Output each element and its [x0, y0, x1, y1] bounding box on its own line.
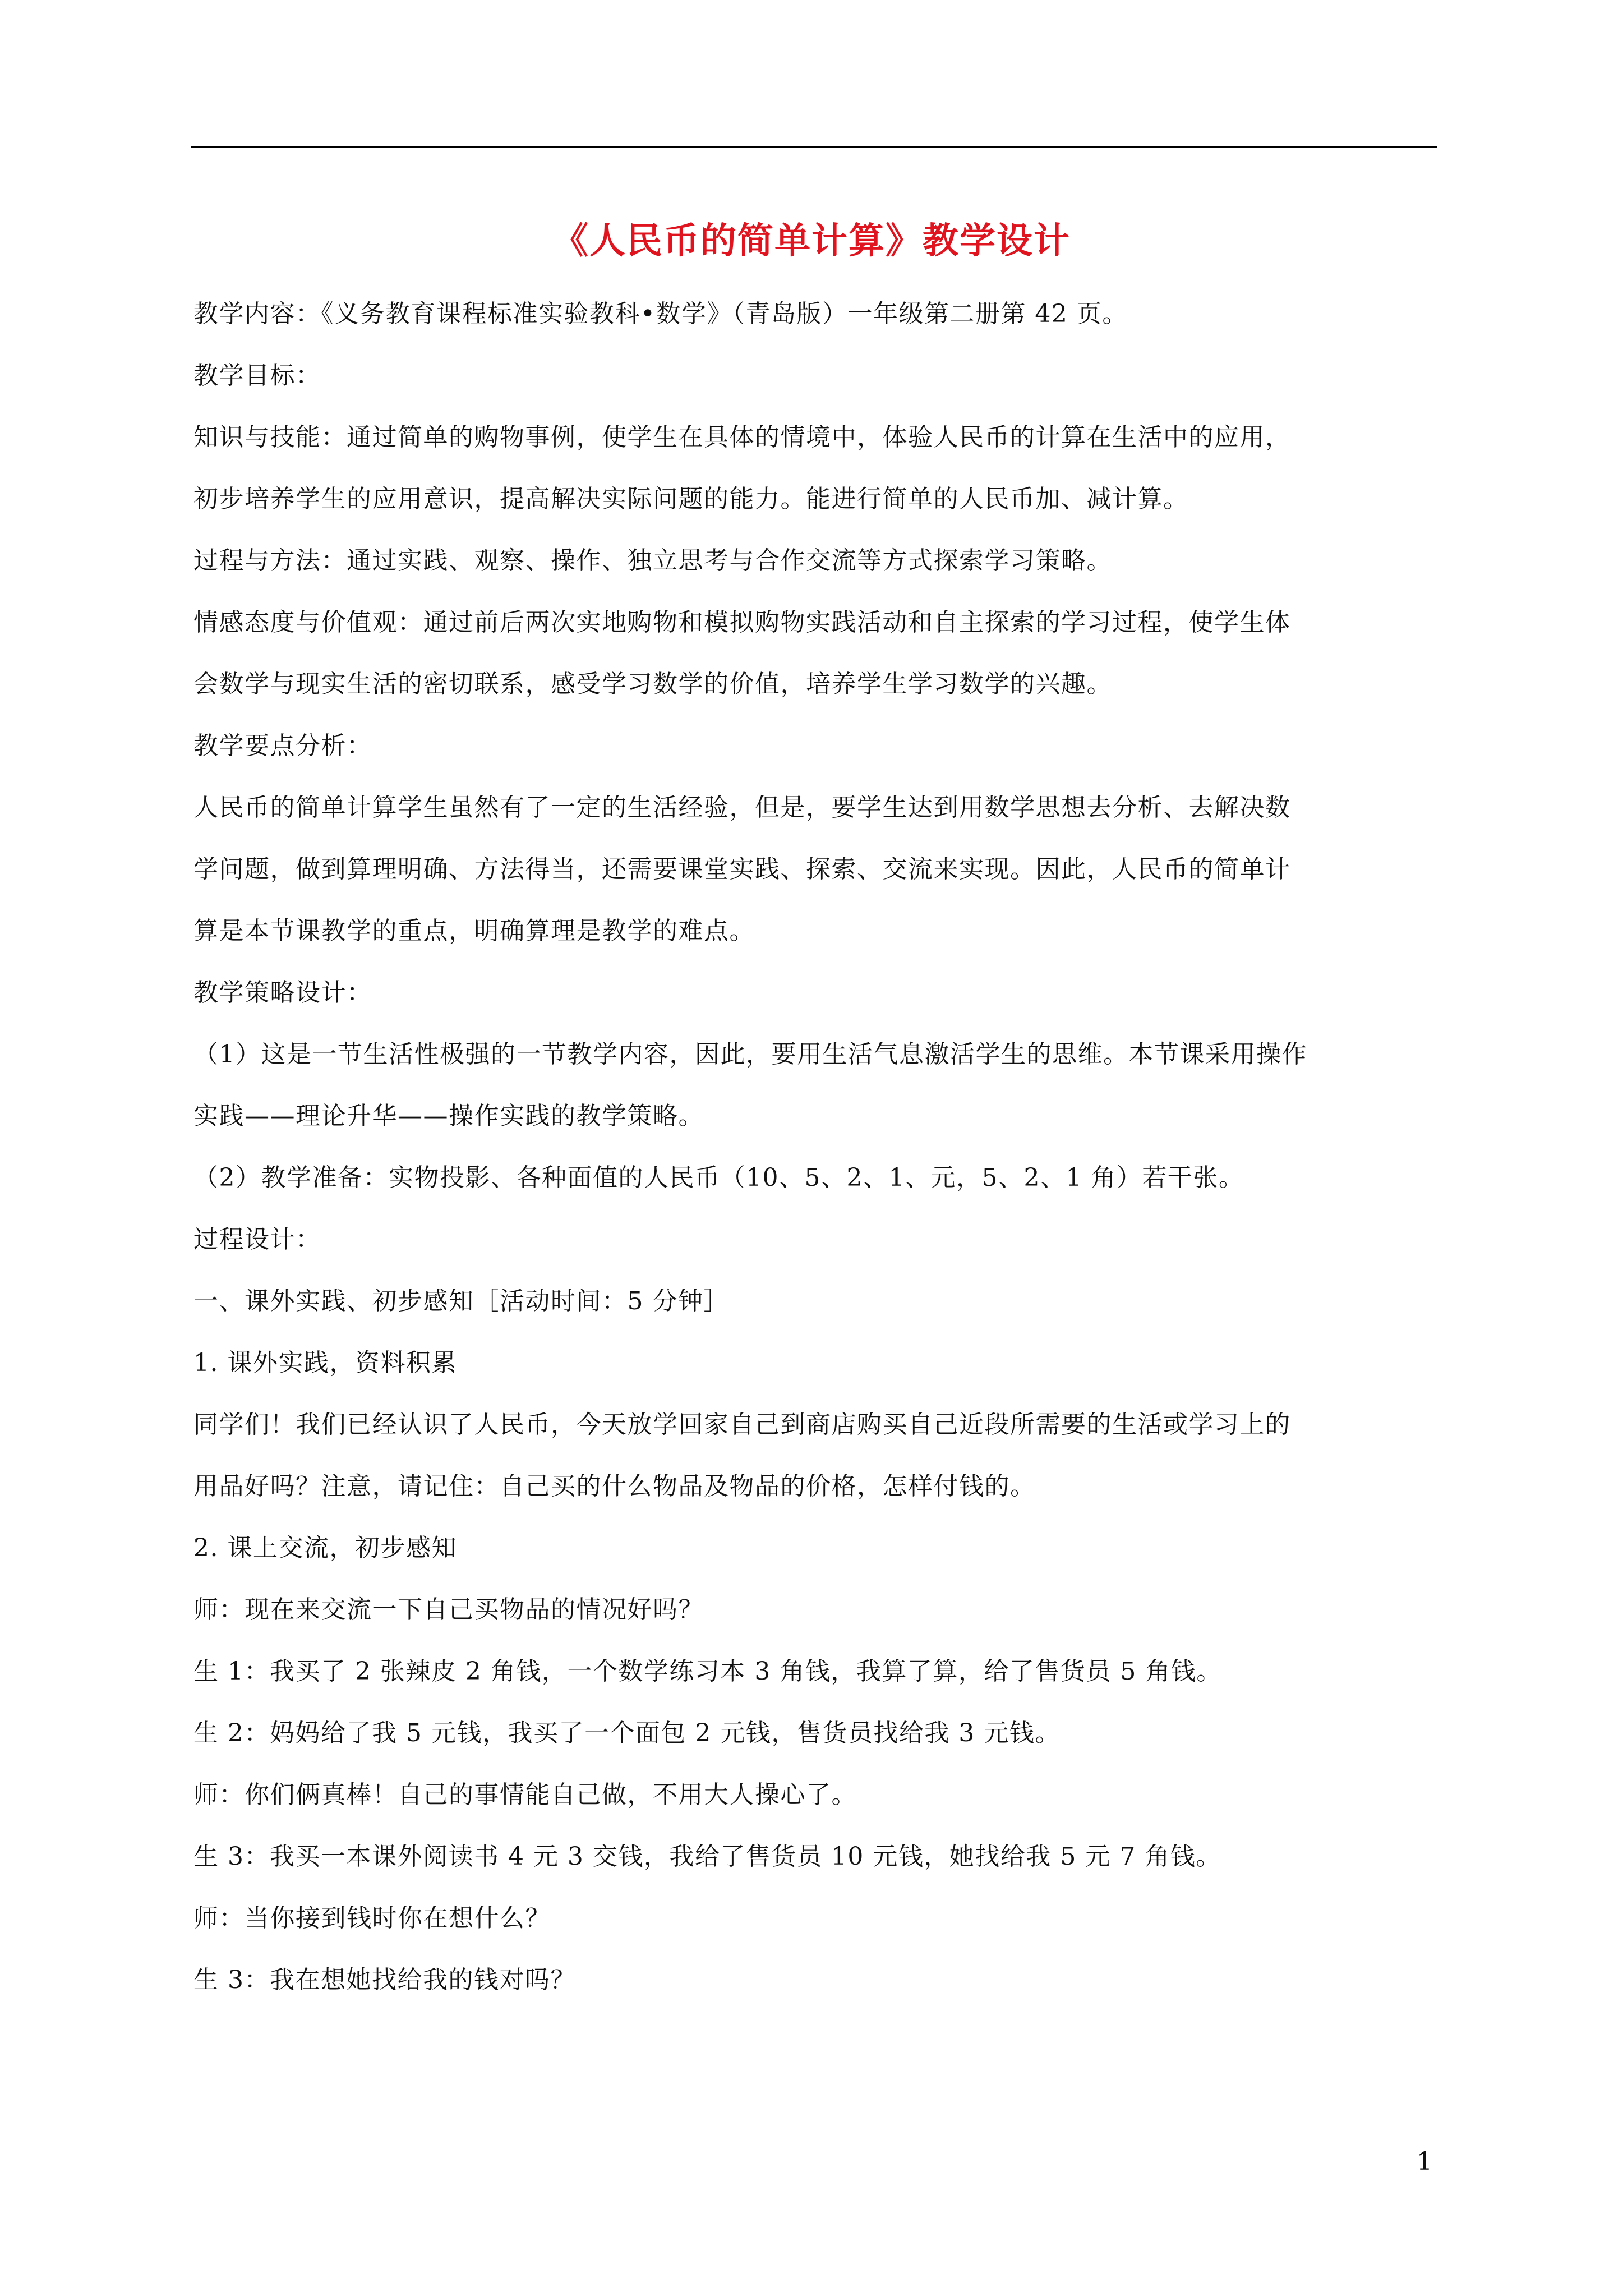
paragraph-line: 情感态度与价值观：通过前后两次实地购物和模拟购物实践活动和自主探索的学习过程，使学生体: [193, 608, 1291, 637]
header-rule: [191, 146, 1437, 148]
paragraph-line: 初步培养学生的应用意识，提高解决实际问题的能力。能进行简单的人民币加、减计算。: [193, 485, 1189, 513]
paragraph-line: （2）教学准备：实物投影、各种面值的人民币（10、5、2、1、元，5、2、1 角）若干张。: [193, 1163, 1244, 1192]
dialogue-line: 师：当你接到钱时你在想什么？: [193, 1904, 551, 1932]
paragraph-line: 实践——理论升华——操作实践的教学策略。: [193, 1102, 704, 1130]
teaching-goals-heading: 教学目标：: [193, 361, 321, 390]
dialogue-line: 师：现在来交流一下自己买物品的情况好吗？: [193, 1595, 704, 1624]
dialogue-line: 生 2：妈妈给了我 5 元钱，我买了一个面包 2 元钱，售货员找给我 3 元钱。: [193, 1719, 1061, 1747]
subsection-heading: 1. 课外实践，资料积累: [193, 1349, 457, 1377]
paragraph-line: 人民币的简单计算学生虽然有了一定的生活经验，但是，要学生达到用数学思想去分析、去解决数: [193, 793, 1291, 822]
dialogue-line: 师：你们俩真棒！自己的事情能自己做，不用大人操心了。: [193, 1780, 857, 1809]
paragraph-line: 算是本节课教学的重点，明确算理是教学的难点。: [193, 917, 755, 945]
document-title: 《人民币的简单计算》教学设计: [552, 220, 1071, 262]
page-number: 1: [1417, 2147, 1432, 2176]
paragraph-line: 过程与方法：通过实践、观察、操作、独立思考与合作交流等方式探索学习策略。: [193, 546, 1112, 575]
paragraph-line: 学问题，做到算理明确、方法得当，还需要课堂实践、探索、交流来实现。因此，人民币的简单计: [193, 855, 1291, 884]
dialogue-line: 生 3：我在想她找给我的钱对吗？: [193, 1966, 576, 1994]
paragraph-line: （1）这是一节生活性极强的一节教学内容，因此，要用生活气息激活学生的思维。本节课采用操作: [193, 1040, 1307, 1069]
teaching-content-line: 教学内容：《义务教育课程标准实验教科•数学》（青岛版）一年级第二册第 42 页。: [193, 300, 1128, 328]
subsection-heading: 2. 课上交流，初步感知: [193, 1534, 457, 1562]
strategy-heading: 教学策略设计：: [193, 978, 372, 1007]
paragraph-line: 用品好吗？注意，请记住：自己买的什么物品及物品的价格，怎样付钱的。: [193, 1472, 1036, 1501]
process-heading: 过程设计：: [193, 1225, 321, 1254]
dialogue-line: 生 3：我买一本课外阅读书 4 元 3 交钱，我给了售货员 10 元钱，她找给我 5 元 7 角钱。: [193, 1842, 1221, 1871]
analysis-heading: 教学要点分析：: [193, 731, 372, 760]
paragraph-line: 同学们！我们已经认识了人民币，今天放学回家自己到商店购买自己近段所需要的生活或学习上的: [193, 1410, 1291, 1439]
paragraph-line: 知识与技能：通过简单的购物事例，使学生在具体的情境中，体验人民币的计算在生活中的应用，: [193, 423, 1291, 452]
dialogue-line: 生 1：我买了 2 张辣皮 2 角钱，一个数学练习本 3 角钱，我算了算，给了售货员 5 角钱。: [193, 1657, 1222, 1686]
paragraph-line: 会数学与现实生活的密切联系，感受学习数学的价值，培养学生学习数学的兴趣。: [193, 670, 1112, 698]
section-heading: 一、课外实践、初步感知［活动时间：5 分钟］: [193, 1287, 729, 1315]
